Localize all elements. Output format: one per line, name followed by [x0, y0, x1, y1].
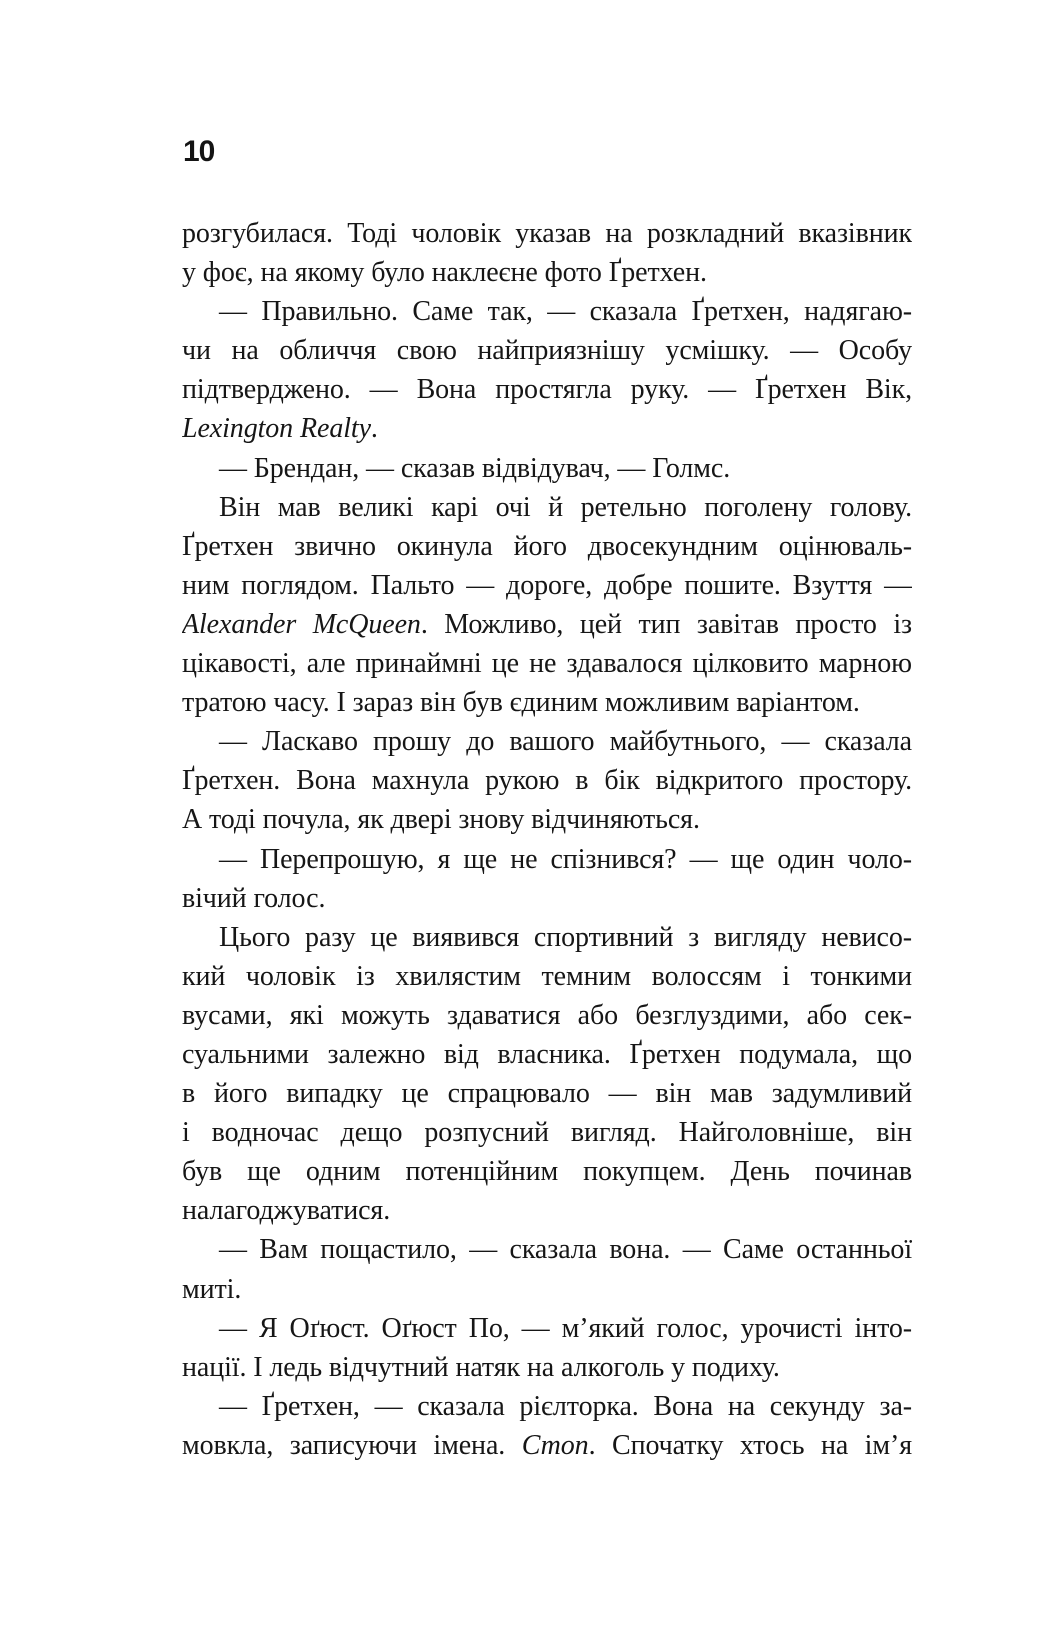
text-line [182, 370, 912, 409]
text-line [182, 1074, 912, 1113]
text-line [182, 1387, 912, 1426]
text-segment: — Вам пощастило, — сказала вона. — Саме останньої [219, 1234, 912, 1266]
text-segment: Він мав великі карі очі й ретельно поголену голову. [219, 491, 912, 523]
text-line [182, 918, 912, 957]
text-segment: розгубилася. Тоді чоловік указав на розкладний вказівник [182, 218, 912, 249]
text-line [182, 957, 912, 996]
text-segment: суальними залежно від власника. Ґретхен подумала, що [182, 1038, 912, 1070]
text-segment: підтверджено. — Вона простягла руку. — Ґретхен Вік, [182, 374, 912, 406]
page-number: 10 [183, 135, 215, 168]
text-segment: — Правильно. Саме так, — сказала Ґретхен, надягаю- [219, 296, 912, 328]
text-segment: — Перепрошую, я ще не спізнився? — ще один чоло- [219, 843, 912, 875]
text-line [182, 683, 912, 722]
text-segment: . Спочатку хтось на ім’я [588, 1429, 912, 1461]
text-block [182, 214, 912, 1465]
text-line [182, 292, 912, 331]
text-line [182, 1152, 912, 1191]
text-line [182, 1426, 912, 1465]
text-line [182, 253, 912, 292]
text-segment: . [370, 413, 378, 445]
text-line [182, 840, 912, 879]
text-line [182, 605, 912, 644]
italic-text: Lexington Realty [182, 413, 371, 445]
text-segment: чи на обличчя свою найприязнішу усмішку. — Особу [182, 335, 912, 367]
text-line [182, 1191, 912, 1230]
text-line [182, 1348, 912, 1387]
text-segment: нації. І ледь відчутний натяк на алкоголь у подиху. [182, 1351, 780, 1383]
text-line [182, 644, 912, 683]
text-line [182, 1230, 912, 1269]
italic-text: Стоп [521, 1429, 589, 1461]
text-segment: тратою часу. І зараз він був єдиним можливим варіантом. [182, 687, 860, 719]
text-line [182, 761, 912, 800]
text-segment: А тоді почула, як двері знову відчиняються. [182, 804, 700, 836]
text-line [182, 1309, 912, 1348]
text-line [182, 1035, 912, 1074]
text-line [182, 488, 912, 527]
text-line [182, 800, 912, 839]
text-line [182, 527, 912, 566]
text-line [182, 566, 912, 605]
text-segment: цікавості, але принаймні це не здавалося цілковито марною [182, 648, 912, 680]
text-segment: вічий голос. [182, 882, 326, 914]
text-line [182, 214, 912, 253]
text-segment: кий чоловік із хвилястим темним волоссям і тонкими [182, 960, 912, 992]
text-line [182, 449, 912, 488]
text-segment: вусами, які можуть здаватися або безглуздими, або сек- [182, 999, 912, 1031]
text-segment: ним поглядом. Пальто — дороге, добре пошите. Взуття — [182, 569, 912, 601]
text-segment: — Ласкаво прошу до вашого майбутнього, — сказала [219, 726, 912, 758]
text-line [182, 1113, 912, 1152]
text-segment: був ще одним потенційним покупцем. День починав [182, 1156, 912, 1188]
text-segment: миті. [182, 1273, 242, 1305]
text-segment: — Ґретхен, — сказала рієлторка. Вона на секунду за- [219, 1390, 912, 1422]
text-segment: Ґретхен звично окинула його двосекундним оцінюваль- [182, 530, 912, 562]
text-segment: . Можливо, цей тип завітав просто із [420, 608, 912, 640]
text-segment: і водночас дещо розпусний вигляд. Найголовніше, він [182, 1117, 912, 1149]
text-segment: в його випадку це спрацювало — він мав задумливий [182, 1078, 912, 1110]
text-segment: мовкла, записуючи імена. [182, 1429, 522, 1461]
text-segment: Ґретхен. Вона махнула рукою в бік відкритого простору. [182, 765, 912, 797]
text-line [182, 722, 912, 761]
text-segment: — Я Оґюст. Оґюст По, — м’який голос, урочисті інто- [219, 1312, 912, 1344]
text-segment: у фоє, на якому було наклеєне фото Ґретхен. [182, 257, 707, 289]
text-line [182, 879, 912, 918]
text-segment: Цього разу це виявився спортивний з вигляду невисо- [219, 921, 912, 953]
text-line [182, 331, 912, 370]
text-segment: — Брендан, — сказав відвідувач, — Голмс. [219, 452, 731, 484]
text-line [182, 409, 912, 448]
text-line [182, 1270, 912, 1309]
text-segment: налагоджуватися. [182, 1195, 391, 1227]
italic-text: Alexander McQueen [182, 608, 421, 640]
text-line [182, 996, 912, 1035]
